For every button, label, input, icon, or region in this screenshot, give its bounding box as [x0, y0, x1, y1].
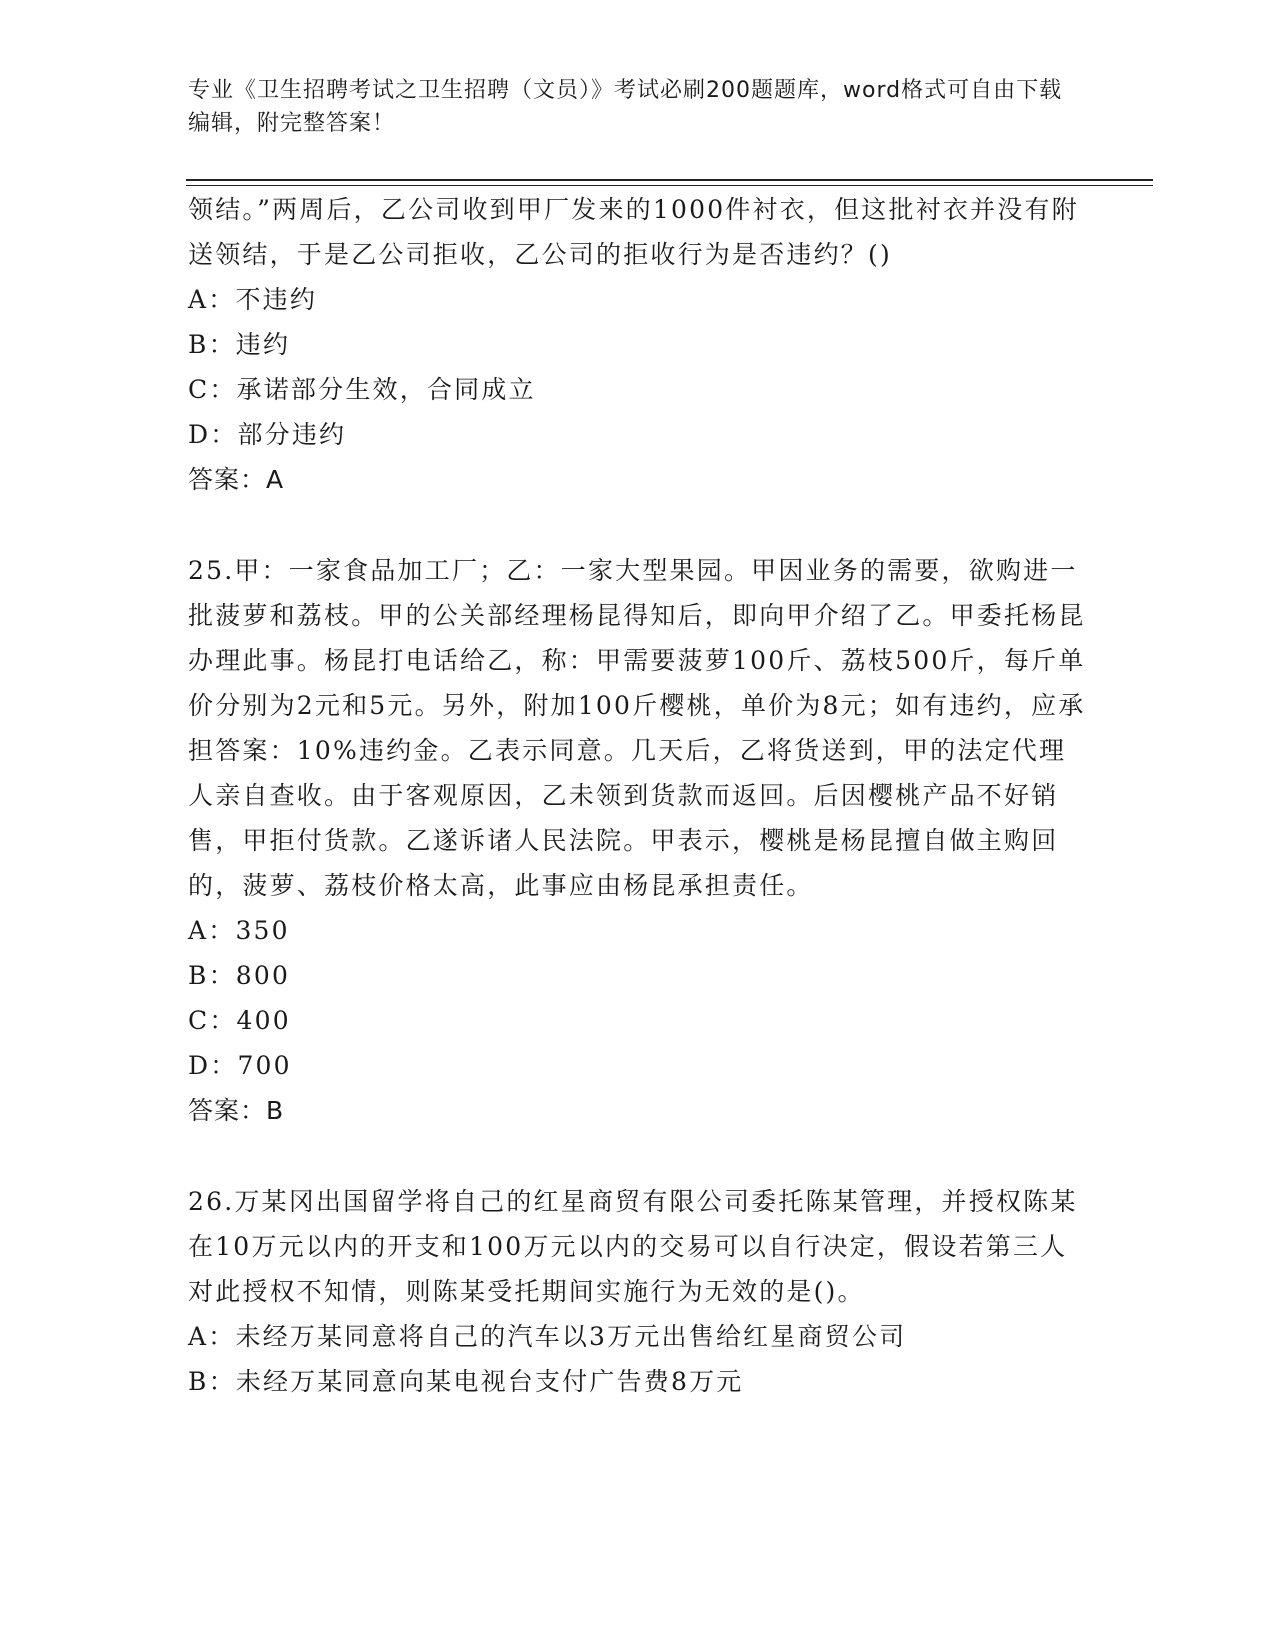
question-24-option-a: A：不违约 [188, 285, 318, 314]
question-26-stem: 26.万某冈出国留学将自己的红星商贸有限公司委托陈某管理，并授权陈某在10万元以内的开支和100万元以内的交易可以自行决定，假设若第三人对此授权不知情，则陈某受托期间实施行为无效的是()。 [188, 1187, 1078, 1306]
question-25-option-b: B：800 [188, 961, 291, 990]
spacer [188, 502, 1088, 548]
header-rule-thin [186, 185, 1153, 186]
question-25-option-d: D：700 [188, 1051, 292, 1080]
question-24-option-c: C：承诺部分生效，合同成立 [188, 375, 536, 404]
document-body [188, 187, 1088, 1404]
question-24-stem: 领结。”两周后，乙公司收到甲厂发来的1000件衬衣，但这批衬衣并没有附送领结，于是乙公司拒收，乙公司的拒收行为是否违约？() [188, 195, 1079, 269]
header-rule-thick [186, 179, 1153, 181]
question-25-option-a: A：350 [188, 916, 290, 945]
page-header: 专业《卫生招聘考试之卫生招聘（文员）》考试必刷200题题库，word格式可自由下载编辑，附完整答案！ [188, 78, 1063, 136]
question-25-stem: 25.甲：一家食品加工厂；乙：一家大型果园。甲因业务的需要，欲购进一批菠萝和荔枝。甲的公关部经理杨昆得知后，即向甲介绍了乙。甲委托杨昆办理此事。杨昆打电话给乙，称：甲需要菠萝100斤、荔枝500斤，每斤单价分别为2元和5元。另外，附加100斤樱桃，单价为8元；如有违约，应承担答案：10%违约金。乙表示同意。几天后，乙将货送到，甲的法定代理人亲自查收。由于客观原因，乙未领到货款而返回。后因樱桃产品不好销售，甲拒付货款。乙遂诉诸人民法院。甲表示，樱桃是杨昆擅自做主购回的，菠萝、荔枝价格太高，此事应由杨昆承担责任。 [188, 556, 1086, 900]
spacer [188, 1133, 1088, 1179]
question-24-answer: 答案：A [188, 465, 285, 494]
question-24-option-b: B：违约 [188, 330, 291, 359]
question-25-answer: 答案：B [188, 1096, 285, 1125]
question-24-option-d: D：部分违约 [188, 420, 347, 449]
question-25-option-c: C：400 [188, 1006, 291, 1035]
question-26-option-a: A：未经万某同意将自己的汽车以3万元出售给红星商贸公司 [188, 1322, 907, 1351]
question-26-option-b: B：未经万某同意向某电视台支付广告费8万元 [188, 1367, 744, 1396]
